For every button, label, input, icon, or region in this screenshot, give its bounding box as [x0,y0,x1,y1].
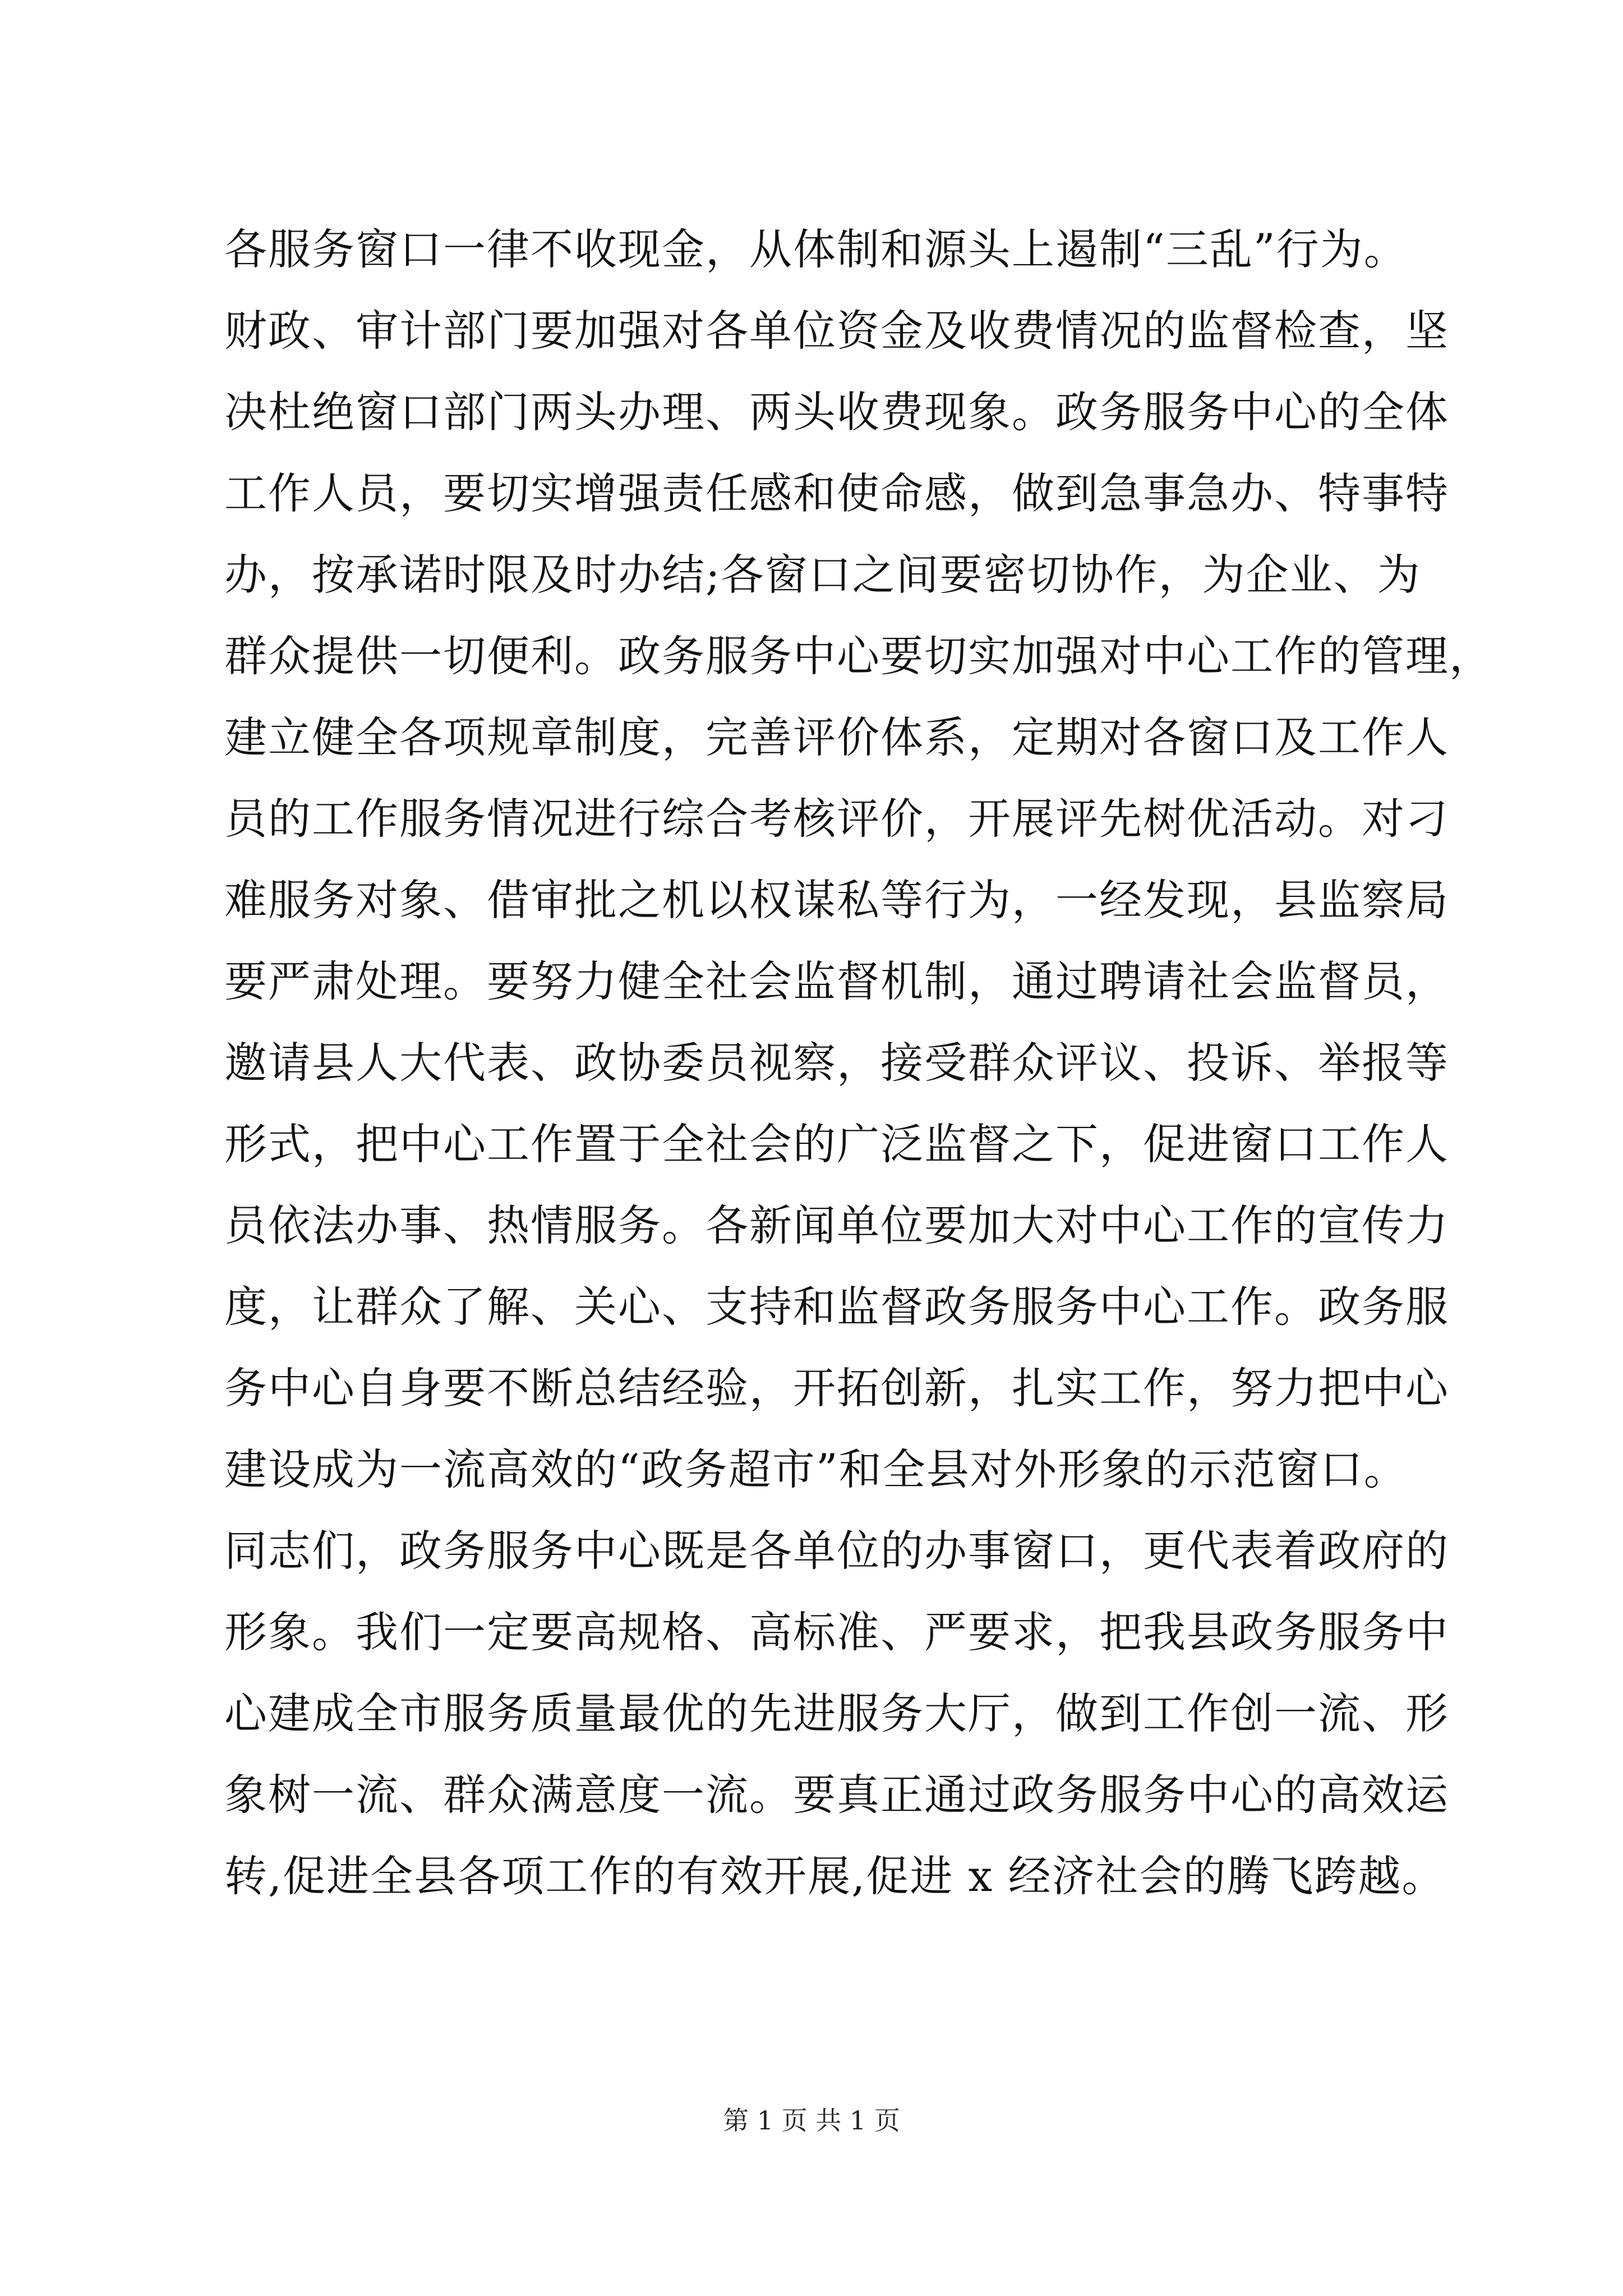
text-line: 转,促进全县各项工作的有效开展,促进 x 经济社会的腾飞跨越。 [224,1851,1446,1901]
text-line: 要严肃处理。要努力健全社会监督机制，通过聘请社会监督员， [224,956,1449,1006]
text-line: 工作人员，要切实增强责任感和使命感，做到急事急办、特事特 [224,468,1449,518]
text-line: 建设成为一流高效的“政务超市”和全县对外形象的示范窗口。 [224,1444,1408,1494]
text-line: 度，让群众了解、关心、支持和监督政务服务中心工作。政务服 [224,1282,1449,1332]
text-line: 形象。我们一定要高规格、高标准、严要求，把我县政务服务中 [224,1607,1449,1657]
page-number-footer: 第 1 页 共 1 页 [723,2105,900,2136]
document-body [224,209,1493,1917]
text-line: 决杜绝窗口部门两头办理、两头收费现象。政务服务中心的全体 [224,387,1449,437]
text-line: 群众提供一切便利。政务服务中心要切实加强对中心工作的管理， [224,631,1493,681]
text-line: 同志们，政务服务中心既是各单位的办事窗口，更代表着政府的 [224,1526,1449,1576]
text-line: 邀请县人大代表、政协委员视察，接受群众评议、投诉、举报等 [224,1038,1449,1088]
text-line: 象树一流、群众满意度一流。要真正通过政务服务中心的高效运 [224,1770,1449,1820]
text-line: 各服务窗口一律不收现金，从体制和源头上遏制“三乱”行为。 [224,224,1408,274]
text-line: 办，按承诺时限及时办结;各窗口之间要密切协作，为企业、为 [224,550,1421,600]
text-line: 建立健全各项规章制度，完善评价体系，定期对各窗口及工作人 [224,712,1449,762]
text-line: 财政、审计部门要加强对各单位资金及收费情况的监督检查，坚 [224,306,1449,356]
text-line: 形式，把中心工作置于全社会的广泛监督之下，促进窗口工作人 [224,1119,1449,1169]
text-line: 务中心自身要不断总结经验，开拓创新，扎实工作，努力把中心 [224,1363,1449,1413]
text-line: 难服务对象、借审批之机以权谋私等行为，一经发现，县监察局 [224,875,1449,925]
text-line: 员的工作服务情况进行综合考核评价，开展评先树优活动。对刁 [224,794,1449,844]
text-line: 员依法办事、热情服务。各新闻单位要加大对中心工作的宣传力 [224,1200,1449,1250]
text-line: 心建成全市服务质量最优的先进服务大厅，做到工作创一流、形 [224,1688,1449,1738]
